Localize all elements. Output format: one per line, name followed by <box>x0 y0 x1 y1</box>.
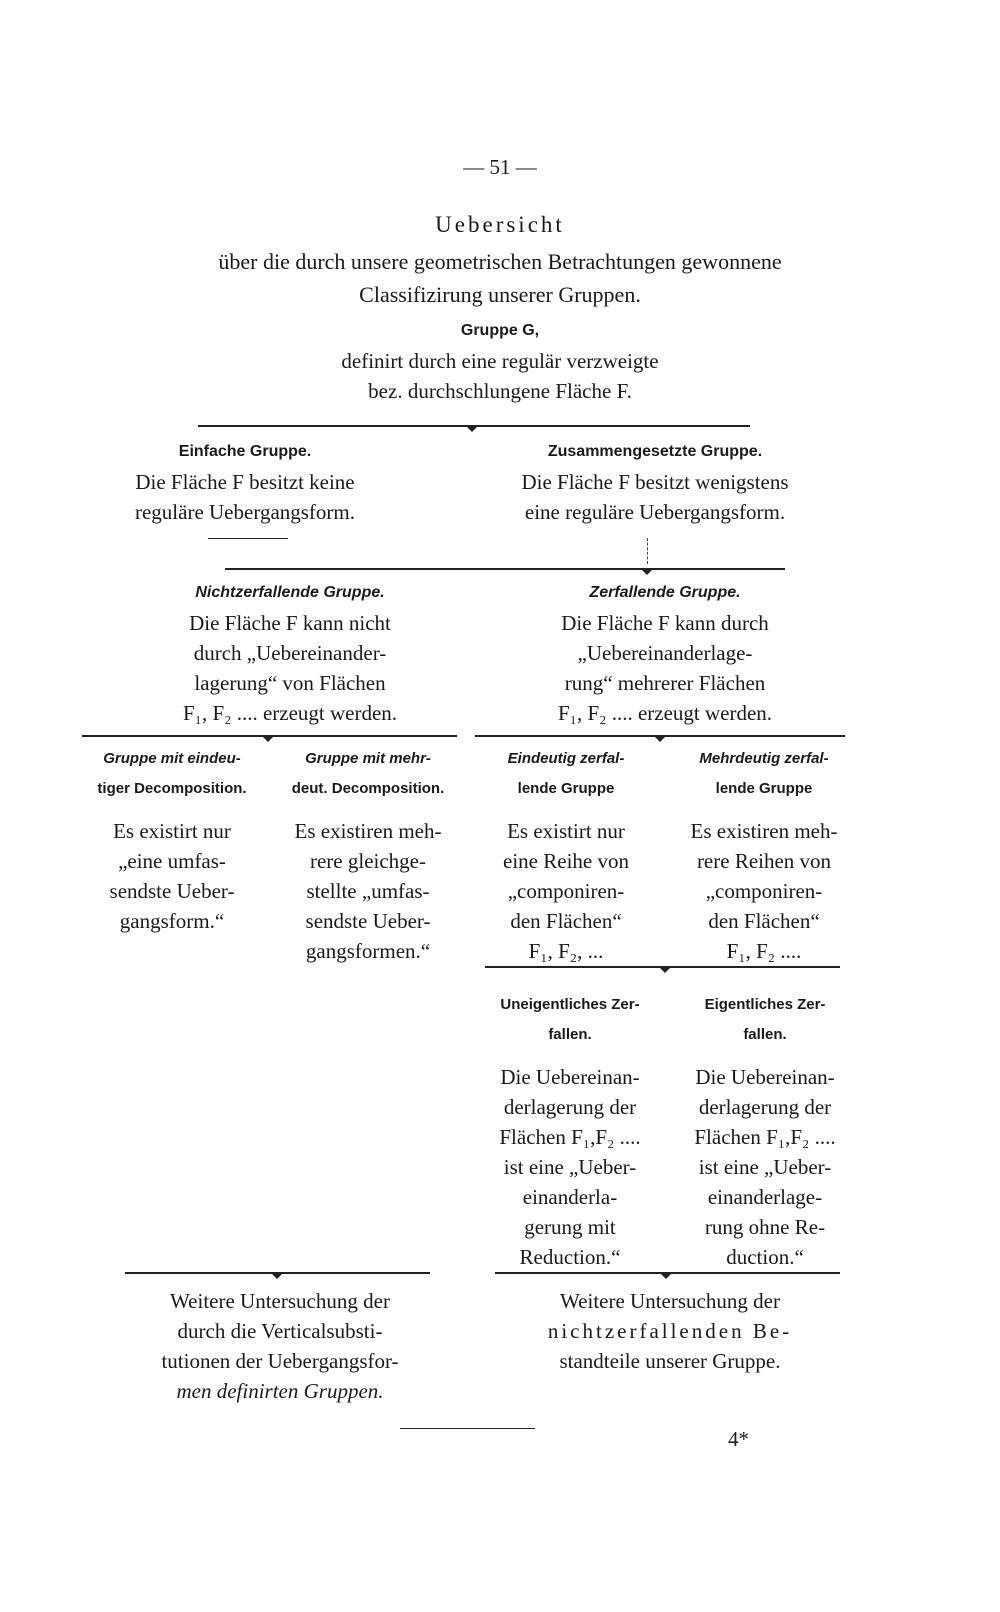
eindeutige-decomp-line: Es existirt nur <box>113 819 231 843</box>
mehrdeutig-zerfallend-line: den Flächen“ <box>708 909 820 933</box>
brace-notch <box>271 1273 283 1279</box>
mehrdeutig-zerfallend-heading-2: lende Gruppe <box>715 780 813 797</box>
footer-right-line: nichtzerfallenden Be- <box>547 1319 793 1343</box>
footer-left-line: tutionen der Uebergangsfor- <box>161 1349 399 1373</box>
einfache-heading: Einfache Gruppe. <box>178 443 312 460</box>
root-line-1: definirt durch eine regulär verzweigte <box>341 349 659 373</box>
mehrdeutig-zerfallende-gruppe <box>668 744 860 966</box>
eigentliches-line: Flächen F₁,F₂ .... <box>694 1125 836 1149</box>
uneigentliches-heading-2: fallen. <box>548 1026 592 1043</box>
brace-notch <box>660 1273 672 1279</box>
mehrdeutige-decomp-line: gangsformen.“ <box>305 939 431 963</box>
footer-right-note <box>485 1286 855 1376</box>
eindeutig-zerfallend-line: eine Reihe von <box>503 849 629 873</box>
zusammengesetzte-heading: Zusammengesetzte Gruppe. <box>547 443 763 460</box>
mehrdeutige-decomp-line: sendste Ueber- <box>305 909 431 933</box>
root-heading: Gruppe G, <box>460 322 540 339</box>
eigentliches-line: rung ohne Re- <box>704 1215 826 1239</box>
subtitle-line-1: über die durch unsere geometrischen Betrachtungen gewonnene <box>218 249 782 274</box>
zerfallende-line: F₁, F₂ .... erzeugt werden. <box>557 701 773 725</box>
brace-notch <box>466 426 478 432</box>
brace-rule <box>665 966 840 968</box>
root-line-2: bez. durchschlungene Fläche F. <box>368 379 632 403</box>
uneigentliches-heading-1: Uneigentliches Zer- <box>500 996 640 1013</box>
eindeutig-zerfallend-heading-2: lende Gruppe <box>517 780 615 797</box>
eindeutige-decomp-line: sendste Ueber- <box>109 879 235 903</box>
brace-notch <box>654 736 666 742</box>
eindeutige-decomp-heading-2: tiger Decomposition. <box>97 780 247 797</box>
nichtzerfallende-line: durch „Uebereinander- <box>193 641 387 665</box>
eigentliches-zerfallen <box>670 990 860 1272</box>
einfache-line-1: Die Fläche F besitzt keine <box>135 470 355 494</box>
uneigentliches-line: Reduction.“ <box>519 1245 621 1269</box>
zerfallende-heading: Zerfallende Gruppe. <box>589 584 741 601</box>
einfache-line-2: reguläre Uebergangsform. <box>134 500 356 524</box>
uneigentliches-line: derlagerung der <box>503 1095 637 1119</box>
mehrdeutig-zerfallend-line: Es existiren meh- <box>690 819 838 843</box>
mehrdeutige-decomp-heading-2: deut. Decomposition. <box>291 780 445 797</box>
nichtzerfallende-heading: Nichtzerfallende Gruppe. <box>195 584 385 601</box>
mehrdeutige-decomp-heading-1: Gruppe mit mehr- <box>305 750 431 767</box>
brace-notch <box>262 736 274 742</box>
mehrdeutige-decomp-line: rere gleichge- <box>309 849 426 873</box>
uneigentliches-line: Die Uebereinan- <box>500 1065 640 1089</box>
eindeutig-zerfallend-line: F₁, F₂, ... <box>528 939 604 963</box>
signature-mark: 4* <box>728 1427 749 1451</box>
einfache-gruppe <box>70 437 420 527</box>
brace-rule <box>485 966 665 968</box>
brace-rule <box>225 568 785 570</box>
nichtzerfallende-gruppe <box>120 578 460 728</box>
nichtzerfallende-line: lagerung“ von Flächen <box>194 671 386 695</box>
zusammengesetzte-line-1: Die Fläche F besitzt wenigstens <box>521 470 789 494</box>
mehrdeutig-zerfallend-line: F₁, F₂ .... <box>726 939 802 963</box>
zerfallende-line: rung“ mehrerer Flächen <box>564 671 766 695</box>
zerfallende-line: Die Fläche F kann durch <box>561 611 769 635</box>
mehrdeutig-zerfallend-line: rere Reihen von <box>696 849 832 873</box>
mehrdeutig-zerfallend-line: „componiren- <box>705 879 823 903</box>
footer-left-note <box>100 1286 460 1406</box>
subtitle-line-2: Classifizirung unserer Gruppen. <box>359 282 641 307</box>
page-title: Uebersicht <box>435 212 565 237</box>
nichtzerfallende-line: F₁, F₂ .... erzeugt werden. <box>182 701 398 725</box>
eindeutige-decomp-line: „eine umfas- <box>118 849 226 873</box>
footer-left-line: men definirten Gruppen. <box>176 1379 384 1403</box>
eigentliches-line: duction.“ <box>726 1245 804 1269</box>
zusammengesetzte-gruppe <box>440 437 870 527</box>
eigentliches-line: derlagerung der <box>698 1095 832 1119</box>
mehrdeutige-decomp-line: Es existiren meh- <box>294 819 442 843</box>
eindeutige-decomposition <box>72 744 272 936</box>
zerfallende-line: „Uebereinanderlage- <box>577 641 753 665</box>
page-number: — 51 — <box>463 155 537 179</box>
mehrdeutig-zerfallend-heading-1: Mehrdeutig zerfal- <box>699 750 829 767</box>
footer-left-line: durch die Verticalsubsti- <box>177 1319 383 1343</box>
eigentliches-heading-2: fallen. <box>743 1026 787 1043</box>
eigentliches-line: Die Uebereinan- <box>695 1065 835 1089</box>
signature-rule <box>400 1428 535 1429</box>
uneigentliches-zerfallen <box>475 990 665 1272</box>
eigentliches-line: ist eine „Ueber- <box>698 1155 832 1179</box>
eindeutige-decomp-line: gangsform.“ <box>119 909 225 933</box>
eindeutige-decomp-heading-1: Gruppe mit eindeu- <box>103 750 241 767</box>
uneigentliches-line: ist eine „Ueber- <box>503 1155 637 1179</box>
footer-right-line: standteile unserer Gruppe. <box>559 1349 781 1373</box>
zerfallende-gruppe <box>495 578 835 728</box>
eigentliches-heading-1: Eigentliches Zer- <box>704 996 826 1013</box>
footer-right-line: Weitere Untersuchung der <box>560 1289 780 1313</box>
eindeutig-zerfallende-gruppe <box>470 744 662 966</box>
eindeutig-zerfallend-heading-1: Eindeutig zerfal- <box>507 750 625 767</box>
connector-line <box>647 538 648 564</box>
eindeutig-zerfallend-line: „componiren- <box>507 879 625 903</box>
mehrdeutige-decomposition <box>272 744 464 966</box>
nichtzerfallende-line: Die Fläche F kann nicht <box>189 611 391 635</box>
root-node <box>0 316 1000 406</box>
eindeutig-zerfallend-line: den Flächen“ <box>510 909 622 933</box>
footer-left-line: Weitere Untersuchung der <box>170 1289 390 1313</box>
zusammengesetzte-line-2: eine reguläre Uebergangsform. <box>524 500 786 524</box>
brace-notch <box>641 569 653 575</box>
uneigentliches-line: Flächen F₁,F₂ .... <box>499 1125 641 1149</box>
mehrdeutige-decomp-line: stellte „umfas- <box>306 879 430 903</box>
short-rule <box>208 538 288 539</box>
eindeutig-zerfallend-line: Es existirt nur <box>507 819 625 843</box>
eigentliches-line: einanderlage- <box>707 1185 823 1209</box>
uneigentliches-line: gerung mit <box>524 1215 616 1239</box>
brace-notch <box>659 967 671 973</box>
uneigentliches-line: einanderla- <box>522 1185 618 1209</box>
